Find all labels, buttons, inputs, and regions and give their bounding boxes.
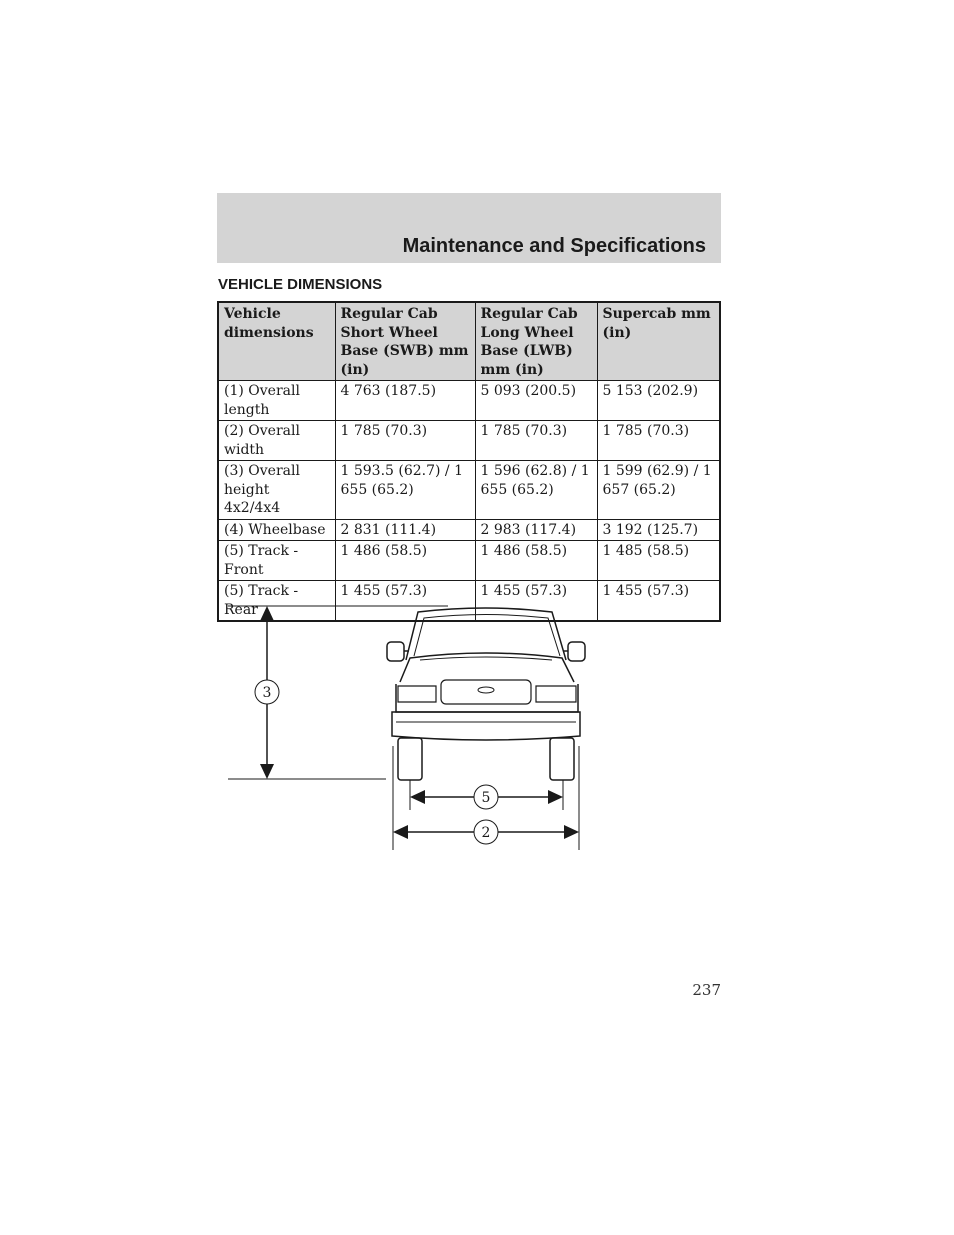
table-cell: 1 593.5 (62.7) / 1 655 (65.2) [335, 461, 475, 520]
table-cell: 1 485 (58.5) [597, 541, 720, 581]
table-cell: 3 192 (125.7) [597, 519, 720, 541]
table-cell: 4 763 (187.5) [335, 381, 475, 421]
width-callout-label: 2 [481, 825, 491, 841]
page-number: 237 [692, 981, 721, 999]
table-cell: 1 486 (58.5) [475, 541, 597, 581]
table-cell: (1) Overall length [218, 381, 335, 421]
table-cell: 5 093 (200.5) [475, 381, 597, 421]
track-arrow-left [410, 790, 425, 804]
table-cell: 1 455 (57.3) [475, 581, 597, 622]
track-arrow-right [548, 790, 563, 804]
table-header-cell: Vehicle dimensions [218, 302, 335, 381]
table-header-cell: Regular Cab Long Wheel Base (LWB) mm (in) [475, 302, 597, 381]
table-header-cell: Supercab mm (in) [597, 302, 720, 381]
table-cell: 2 831 (111.4) [335, 519, 475, 541]
section-title: VEHICLE DIMENSIONS [218, 276, 383, 293]
table-cell: 1 455 (57.3) [597, 581, 720, 622]
height-arrow-top [260, 606, 274, 621]
table-header-cell: Regular Cab Short Wheel Base (SWB) mm (in) [335, 302, 475, 381]
table-cell: (3) Overall height 4x2/4x4 [218, 461, 335, 520]
table-cell: 1 785 (70.3) [475, 421, 597, 461]
width-arrow-right [564, 825, 579, 839]
table-cell: (2) Overall width [218, 421, 335, 461]
table-cell: 5 153 (202.9) [597, 381, 720, 421]
table-cell: (5) Track - Rear [218, 581, 335, 622]
height-callout-label: 3 [262, 685, 272, 701]
table-cell: 1 486 (58.5) [335, 541, 475, 581]
table-cell: 1 599 (62.9) / 1 657 (65.2) [597, 461, 720, 520]
table-cell: (5) Track - Front [218, 541, 335, 581]
table-cell: 1 596 (62.8) / 1 655 (65.2) [475, 461, 597, 520]
table-cell: 2 983 (117.4) [475, 519, 597, 541]
width-arrow-left [393, 825, 408, 839]
truck-front-illustration [387, 608, 585, 780]
track-callout-label: 5 [481, 790, 491, 806]
table-cell: 1 455 (57.3) [335, 581, 475, 622]
table-cell: (4) Wheelbase [218, 519, 335, 541]
table-cell: 1 785 (70.3) [335, 421, 475, 461]
table-cell: 1 785 (70.3) [597, 421, 720, 461]
height-arrow-bottom [260, 764, 274, 779]
page-title: Maintenance and Specifications [402, 235, 706, 257]
